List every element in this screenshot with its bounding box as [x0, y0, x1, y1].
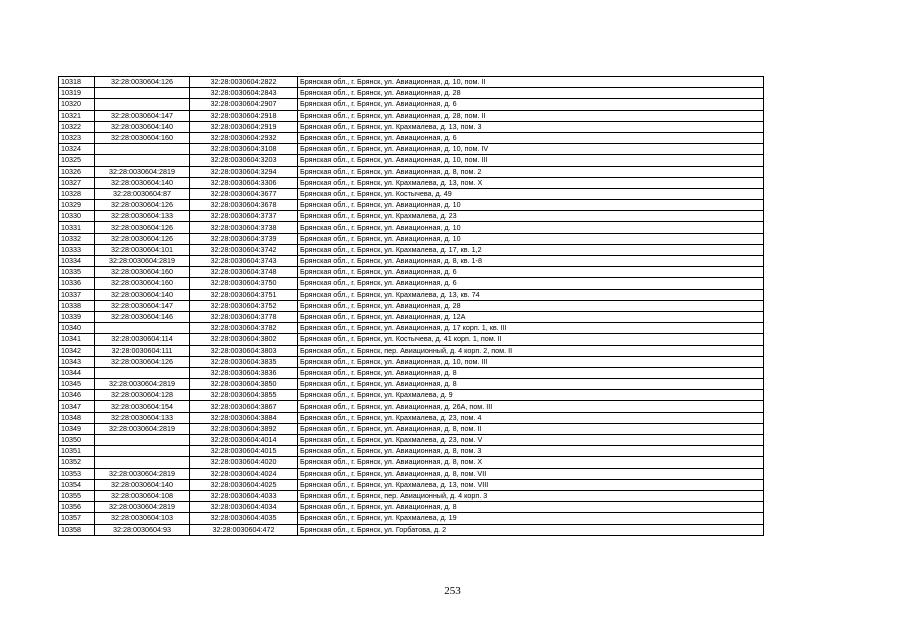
address-cell: Брянская обл., г. Брянск, ул. Крахмалева, д. 23: [298, 211, 764, 222]
row-number-cell: 10354: [59, 479, 95, 490]
row-number-cell: 10351: [59, 446, 95, 457]
address-cell: Брянская обл., г. Брянск, ул. Авиационная, д. 8, пом. VII: [298, 468, 764, 479]
row-number-cell: 10355: [59, 490, 95, 501]
address-cell: Брянская обл., г. Брянск, ул. Крахмалева, д. 9: [298, 390, 764, 401]
object-number-cell: 32:28:0030604:2822: [190, 77, 298, 88]
object-number-cell: 32:28:0030604:3678: [190, 200, 298, 211]
parcel-number-cell: [95, 457, 190, 468]
table-row: [59, 379, 764, 390]
address-cell: Брянская обл., г. Брянск, ул. Авиационная, д. 8: [298, 502, 764, 513]
object-number-cell: 32:28:0030604:4014: [190, 435, 298, 446]
parcel-number-cell: 32:28:0030604:140: [95, 121, 190, 132]
object-number-cell: 32:28:0030604:3892: [190, 423, 298, 434]
object-number-cell: 32:28:0030604:3738: [190, 222, 298, 233]
table-row: [59, 435, 764, 446]
address-cell: Брянская обл., г. Брянск, пер. Авиационный, д. 4 корп. 2, пом. II: [298, 345, 764, 356]
table-body: [59, 77, 764, 536]
table-row: [59, 446, 764, 457]
address-cell: Брянская обл., г. Брянск, ул. Крахмалева, д. 23, пом. V: [298, 435, 764, 446]
address-cell: Брянская обл., г. Брянск, ул. Авиационная, д. 10: [298, 233, 764, 244]
address-cell: Брянская обл., г. Брянск, ул. Горбатова, д. 2: [298, 524, 764, 535]
parcel-number-cell: 32:28:0030604:140: [95, 177, 190, 188]
row-number-cell: 10347: [59, 401, 95, 412]
parcel-number-cell: [95, 144, 190, 155]
object-number-cell: 32:28:0030604:3752: [190, 300, 298, 311]
object-number-cell: 32:28:0030604:3802: [190, 334, 298, 345]
address-cell: Брянская обл., г. Брянск, ул. Крахмалева, д. 13, кв. 74: [298, 289, 764, 300]
address-cell: Брянская обл., г. Брянск, ул. Авиационная, д. 10, пом. II: [298, 77, 764, 88]
address-cell: Брянская обл., г. Брянск, ул. Крахмалева, д. 17, кв. 1,2: [298, 244, 764, 255]
row-number-cell: 10321: [59, 110, 95, 121]
object-number-cell: 32:28:0030604:3739: [190, 233, 298, 244]
object-number-cell: 32:28:0030604:3751: [190, 289, 298, 300]
parcel-number-cell: [95, 446, 190, 457]
parcel-number-cell: [95, 367, 190, 378]
object-number-cell: 32:28:0030604:4033: [190, 490, 298, 501]
object-number-cell: 32:28:0030604:4015: [190, 446, 298, 457]
address-cell: Брянская обл., г. Брянск, ул. Авиационная, д. 8, пом. 3: [298, 446, 764, 457]
parcel-number-cell: 32:28:0030604:2819: [95, 166, 190, 177]
row-number-cell: 10318: [59, 77, 95, 88]
row-number-cell: 10329: [59, 200, 95, 211]
row-number-cell: 10356: [59, 502, 95, 513]
address-cell: Брянская обл., г. Брянск, ул. Крахмалева, д. 13, пом. VIII: [298, 479, 764, 490]
row-number-cell: 10331: [59, 222, 95, 233]
object-number-cell: 32:28:0030604:2843: [190, 88, 298, 99]
address-cell: Брянская обл., г. Брянск, ул. Авиационная, д. 10, пом. IV: [298, 144, 764, 155]
object-number-cell: 32:28:0030604:3835: [190, 356, 298, 367]
table-row: [59, 267, 764, 278]
parcel-number-cell: 32:28:0030604:108: [95, 490, 190, 501]
address-cell: Брянская обл., г. Брянск, ул. Костычева, д. 41 корп. 1, пом. II: [298, 334, 764, 345]
table-row: [59, 77, 764, 88]
table-row: [59, 144, 764, 155]
object-number-cell: 32:28:0030604:3203: [190, 155, 298, 166]
address-cell: Брянская обл., г. Брянск, ул. Авиационная, д. 8, пом. II: [298, 423, 764, 434]
parcel-number-cell: 32:28:0030604:2819: [95, 379, 190, 390]
row-number-cell: 10358: [59, 524, 95, 535]
row-number-cell: 10328: [59, 188, 95, 199]
object-number-cell: 32:28:0030604:3737: [190, 211, 298, 222]
object-number-cell: 32:28:0030604:2907: [190, 99, 298, 110]
row-number-cell: 10335: [59, 267, 95, 278]
table-row: [59, 244, 764, 255]
parcel-number-cell: 32:28:0030604:133: [95, 211, 190, 222]
parcel-number-cell: [95, 155, 190, 166]
table-row: [59, 99, 764, 110]
table-row: [59, 457, 764, 468]
table-row: [59, 367, 764, 378]
address-cell: Брянская обл., г. Брянск, ул. Крахмалева, д. 13, пом. X: [298, 177, 764, 188]
table-row: [59, 490, 764, 501]
address-cell: Брянская обл., г. Брянск, пер. Авиационный, д. 4 корп. 3: [298, 490, 764, 501]
object-number-cell: 32:28:0030604:3742: [190, 244, 298, 255]
address-cell: Брянская обл., г. Брянск, ул. Авиационная, д. 8, пом. 2: [298, 166, 764, 177]
row-number-cell: 10337: [59, 289, 95, 300]
parcel-number-cell: 32:28:0030604:126: [95, 222, 190, 233]
row-number-cell: 10342: [59, 345, 95, 356]
object-number-cell: 32:28:0030604:2918: [190, 110, 298, 121]
address-cell: Брянская обл., г. Брянск, ул. Авиационная, д. 8, пом. X: [298, 457, 764, 468]
parcel-number-cell: 32:28:0030604:126: [95, 200, 190, 211]
address-cell: Брянская обл., г. Брянск, ул. Крахмалева, д. 13, пом. 3: [298, 121, 764, 132]
object-number-cell: 32:28:0030604:3750: [190, 278, 298, 289]
parcel-number-cell: 32:28:0030604:2819: [95, 423, 190, 434]
parcel-number-cell: 32:28:0030604:133: [95, 412, 190, 423]
row-number-cell: 10333: [59, 244, 95, 255]
row-number-cell: 10334: [59, 256, 95, 267]
table-row: [59, 300, 764, 311]
parcel-number-cell: 32:28:0030604:114: [95, 334, 190, 345]
row-number-cell: 10324: [59, 144, 95, 155]
row-number-cell: 10338: [59, 300, 95, 311]
address-cell: Брянская обл., г. Брянск, ул. Авиационная, д. 17 корп. 1, кв. III: [298, 323, 764, 334]
address-cell: Брянская обл., г. Брянск, ул. Авиационная, д. 10, пом. III: [298, 155, 764, 166]
address-cell: Брянская обл., г. Брянск, ул. Авиационная, д. 6: [298, 267, 764, 278]
object-number-cell: 32:28:0030604:4024: [190, 468, 298, 479]
object-number-cell: 32:28:0030604:2932: [190, 132, 298, 143]
parcel-number-cell: 32:28:0030604:2819: [95, 502, 190, 513]
table-row: [59, 177, 764, 188]
row-number-cell: 10345: [59, 379, 95, 390]
row-number-cell: 10341: [59, 334, 95, 345]
parcel-number-cell: 32:28:0030604:140: [95, 479, 190, 490]
address-cell: Брянская обл., г. Брянск, ул. Авиационная, д. 10: [298, 200, 764, 211]
parcel-number-cell: 32:28:0030604:126: [95, 356, 190, 367]
row-number-cell: 10340: [59, 323, 95, 334]
parcel-number-cell: [95, 88, 190, 99]
object-number-cell: 32:28:0030604:3778: [190, 311, 298, 322]
table-row: [59, 88, 764, 99]
table-row: [59, 132, 764, 143]
object-number-cell: 32:28:0030604:472: [190, 524, 298, 535]
table-row: [59, 423, 764, 434]
object-number-cell: 32:28:0030604:3867: [190, 401, 298, 412]
address-cell: Брянская обл., г. Брянск, ул. Авиационная, д. 12А: [298, 311, 764, 322]
parcel-number-cell: [95, 323, 190, 334]
object-number-cell: 32:28:0030604:3803: [190, 345, 298, 356]
address-cell: Брянская обл., г. Брянск, ул. Авиационная, д. 6: [298, 99, 764, 110]
parcel-number-cell: 32:28:0030604:103: [95, 513, 190, 524]
object-number-cell: 32:28:0030604:3884: [190, 412, 298, 423]
row-number-cell: 10323: [59, 132, 95, 143]
page-number: 253: [444, 585, 461, 597]
table-row: [59, 211, 764, 222]
table-row: [59, 334, 764, 345]
address-cell: Брянская обл., г. Брянск, ул. Авиационная, д. 28: [298, 300, 764, 311]
table-row: [59, 412, 764, 423]
row-number-cell: 10322: [59, 121, 95, 132]
row-number-cell: 10325: [59, 155, 95, 166]
table-row: [59, 502, 764, 513]
table-row: [59, 356, 764, 367]
table-row: [59, 401, 764, 412]
row-number-cell: 10327: [59, 177, 95, 188]
object-number-cell: 32:28:0030604:3743: [190, 256, 298, 267]
table-row: [59, 155, 764, 166]
row-number-cell: 10336: [59, 278, 95, 289]
row-number-cell: 10320: [59, 99, 95, 110]
table-row: [59, 524, 764, 535]
table-row: [59, 278, 764, 289]
row-number-cell: 10352: [59, 457, 95, 468]
address-cell: Брянская обл., г. Брянск, ул. Авиационная, д. 8, кв. 1-8: [298, 256, 764, 267]
object-number-cell: 32:28:0030604:4035: [190, 513, 298, 524]
object-number-cell: 32:28:0030604:4020: [190, 457, 298, 468]
table-row: [59, 188, 764, 199]
parcel-number-cell: 32:28:0030604:126: [95, 233, 190, 244]
parcel-number-cell: 32:28:0030604:147: [95, 110, 190, 121]
address-cell: Брянская обл., г. Брянск, ул. Авиационная, д. 10, пом. III: [298, 356, 764, 367]
object-number-cell: 32:28:0030604:2919: [190, 121, 298, 132]
parcel-number-cell: 32:28:0030604:146: [95, 311, 190, 322]
address-cell: Брянская обл., г. Брянск, ул. Костычева, д. 49: [298, 188, 764, 199]
table-row: [59, 256, 764, 267]
object-number-cell: 32:28:0030604:3294: [190, 166, 298, 177]
address-cell: Брянская обл., г. Брянск, ул. Авиационная, д. 28, пом. II: [298, 110, 764, 121]
parcel-number-cell: 32:28:0030604:2819: [95, 256, 190, 267]
row-number-cell: 10346: [59, 390, 95, 401]
object-number-cell: 32:28:0030604:3306: [190, 177, 298, 188]
parcel-number-cell: 32:28:0030604:87: [95, 188, 190, 199]
row-number-cell: 10319: [59, 88, 95, 99]
object-number-cell: 32:28:0030604:3855: [190, 390, 298, 401]
address-cell: Брянская обл., г. Брянск, ул. Авиационная, д. 6: [298, 278, 764, 289]
table-row: [59, 323, 764, 334]
cadastral-table: [58, 76, 764, 536]
table-row: [59, 289, 764, 300]
parcel-number-cell: 32:28:0030604:101: [95, 244, 190, 255]
address-cell: Брянская обл., г. Брянск, ул. Крахмалева, д. 23, пом. 4: [298, 412, 764, 423]
table-row: [59, 222, 764, 233]
object-number-cell: 32:28:0030604:4034: [190, 502, 298, 513]
parcel-number-cell: 32:28:0030604:160: [95, 132, 190, 143]
parcel-number-cell: 32:28:0030604:160: [95, 278, 190, 289]
object-number-cell: 32:28:0030604:3108: [190, 144, 298, 155]
object-number-cell: 32:28:0030604:3748: [190, 267, 298, 278]
object-number-cell: 32:28:0030604:3677: [190, 188, 298, 199]
parcel-number-cell: 32:28:0030604:140: [95, 289, 190, 300]
parcel-number-cell: 32:28:0030604:160: [95, 267, 190, 278]
address-cell: Брянская обл., г. Брянск, ул. Авиационная, д. 6: [298, 132, 764, 143]
address-cell: Брянская обл., г. Брянск, ул. Авиационная, д. 26А, пом. III: [298, 401, 764, 412]
row-number-cell: 10343: [59, 356, 95, 367]
row-number-cell: 10350: [59, 435, 95, 446]
address-cell: Брянская обл., г. Брянск, ул. Авиационная, д. 8: [298, 379, 764, 390]
parcel-number-cell: 32:28:0030604:147: [95, 300, 190, 311]
row-number-cell: 10330: [59, 211, 95, 222]
table-row: [59, 345, 764, 356]
row-number-cell: 10349: [59, 423, 95, 434]
parcel-number-cell: 32:28:0030604:111: [95, 345, 190, 356]
parcel-number-cell: 32:28:0030604:2819: [95, 468, 190, 479]
table-row: [59, 233, 764, 244]
table-row: [59, 166, 764, 177]
row-number-cell: 10353: [59, 468, 95, 479]
table-row: [59, 311, 764, 322]
address-cell: Брянская обл., г. Брянск, ул. Авиационная, д. 28: [298, 88, 764, 99]
row-number-cell: 10332: [59, 233, 95, 244]
address-cell: Брянская обл., г. Брянск, ул. Крахмалева, д. 19: [298, 513, 764, 524]
row-number-cell: 10326: [59, 166, 95, 177]
parcel-number-cell: 32:28:0030604:93: [95, 524, 190, 535]
table-row: [59, 468, 764, 479]
parcel-number-cell: 32:28:0030604:154: [95, 401, 190, 412]
parcel-number-cell: 32:28:0030604:128: [95, 390, 190, 401]
table-row: [59, 479, 764, 490]
table-row: [59, 513, 764, 524]
row-number-cell: 10339: [59, 311, 95, 322]
table-row: [59, 200, 764, 211]
table-row: [59, 121, 764, 132]
parcel-number-cell: [95, 435, 190, 446]
object-number-cell: 32:28:0030604:3850: [190, 379, 298, 390]
parcel-number-cell: [95, 99, 190, 110]
parcel-number-cell: 32:28:0030604:126: [95, 77, 190, 88]
address-cell: Брянская обл., г. Брянск, ул. Авиационная, д. 8: [298, 367, 764, 378]
object-number-cell: 32:28:0030604:3782: [190, 323, 298, 334]
object-number-cell: 32:28:0030604:3836: [190, 367, 298, 378]
row-number-cell: 10357: [59, 513, 95, 524]
table-row: [59, 110, 764, 121]
address-cell: Брянская обл., г. Брянск, ул. Авиационная, д. 10: [298, 222, 764, 233]
table-row: [59, 390, 764, 401]
row-number-cell: 10348: [59, 412, 95, 423]
row-number-cell: 10344: [59, 367, 95, 378]
object-number-cell: 32:28:0030604:4025: [190, 479, 298, 490]
